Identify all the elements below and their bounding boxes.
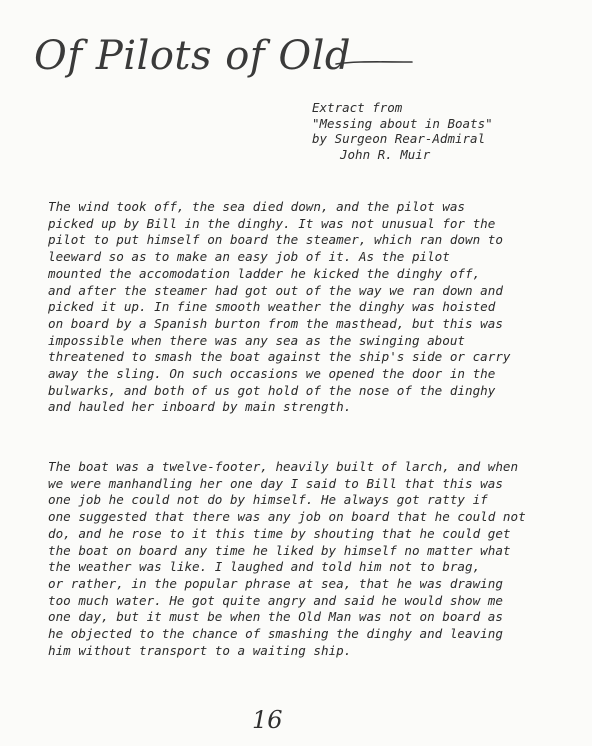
text-line: picked it up. In fine smooth weather the dinghy was hoisted	[48, 299, 496, 315]
text-line: and hauled her inboard by main strength.	[48, 399, 352, 415]
text-line: we were manhandling her one day I said to Bill that this was	[48, 475, 503, 491]
source-line: John R. Muir	[340, 146, 431, 162]
text-line: The wind took off, the sea died down, and the pilot was	[48, 199, 466, 214]
text-line: do, and he rose to it this time by shouting that he could get	[48, 525, 511, 541]
title-flourish	[334, 58, 414, 68]
text-line: one job he could not do by himself. He always got ratty if	[48, 492, 488, 508]
source-line: "Messing about in Boats"	[312, 115, 493, 131]
text-line: one suggested that there was any job on board that he could not	[48, 509, 526, 525]
text-line: picked up by Bill in the dinghy. It was not unusual for the	[48, 215, 496, 231]
text-line: he objected to the chance of smashing the dinghy and leaving	[48, 626, 503, 642]
text-line: threatened to smash the boat against the ship's side or carry	[48, 349, 511, 365]
text-line: the boat on board any time he liked by himself no matter what	[48, 542, 511, 558]
text-line: bulwarks, and both of us got hold of the nose of the dinghy	[48, 382, 496, 398]
text-line: the weather was like. I laughed and told him not to brag,	[48, 559, 481, 575]
page-title: Of Pilots of Old	[34, 33, 352, 79]
text-line: mounted the accomodation ladder he kicked the dinghy off,	[48, 265, 481, 281]
text-line: too much water. He got quite angry and said he would show me	[48, 592, 503, 608]
text-line: away the sling. On such occasions we opened the door in the	[48, 366, 496, 382]
source-line: by Surgeon Rear-Admiral	[312, 131, 486, 146]
text-line: leeward so as to make an easy job of it. As the pilot	[48, 249, 450, 265]
text-line: impossible when there was any sea as the swinging about	[48, 332, 466, 348]
text-line: and after the steamer had got out of the way we ran down and	[48, 282, 503, 298]
title-block	[34, 28, 414, 88]
paragraph-1	[48, 199, 588, 416]
source-attribution	[312, 100, 562, 162]
text-line: The boat was a twelve-footer, heavily built of larch, and when	[48, 459, 519, 474]
paragraph-2	[48, 459, 588, 659]
text-line: him without transport to a waiting ship.	[48, 642, 352, 658]
source-line: Extract from	[312, 100, 403, 115]
page-number: 16	[252, 706, 283, 734]
text-line: pilot to put himself on board the steamer, which ran down to	[48, 232, 503, 248]
text-line: one day, but it must be when the Old Man was not on board as	[48, 609, 503, 625]
text-line: or rather, in the popular phrase at sea, that he was drawing	[48, 575, 503, 591]
text-line: on board by a Spanish burton from the masthead, but this was	[48, 315, 503, 331]
